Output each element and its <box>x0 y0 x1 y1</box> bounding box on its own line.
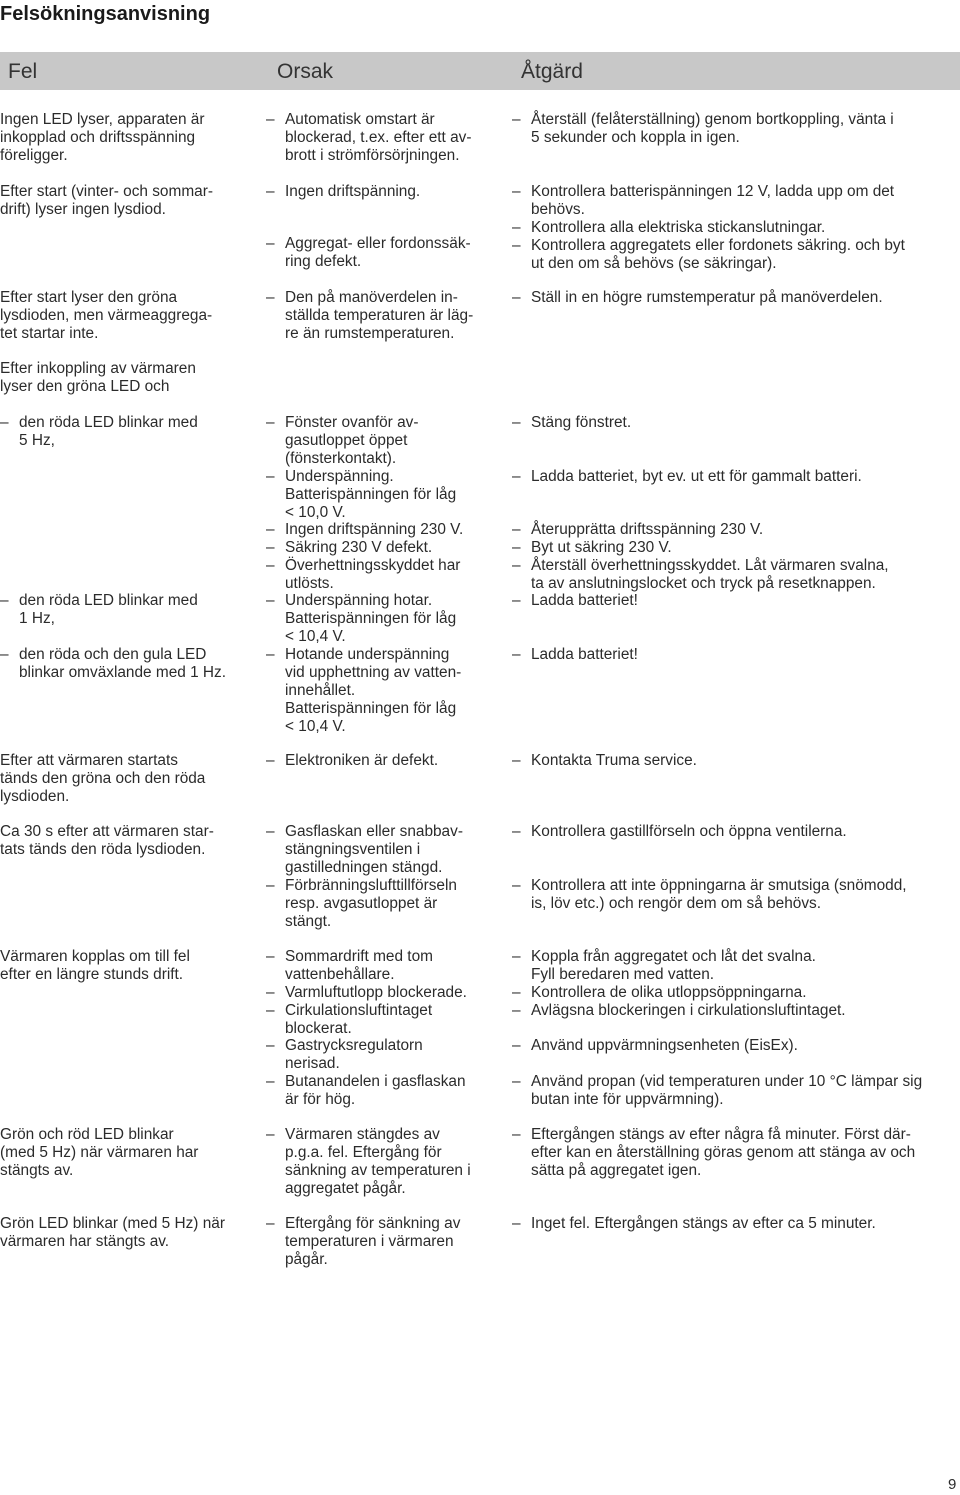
dash-bullet: – <box>512 557 521 574</box>
fault-line: Efter start lyser den gröna <box>0 289 178 306</box>
cause-item <box>266 823 498 877</box>
remedy-item-line: efter kan en återställning göras genom att stänga av och <box>531 1144 916 1161</box>
remedy-item-line: – Stäng fönstret. <box>512 414 632 431</box>
fault-line: Efter start (vinter- och sommar- <box>0 183 213 200</box>
cause-item-line: resp. avgasutloppet är <box>285 895 438 912</box>
remedy-item-line: – Ladda batteriet! <box>512 646 638 663</box>
remedy-item <box>512 752 958 770</box>
remedy-item <box>512 1002 958 1020</box>
fault-line: Ingen LED lyser, apparaten är <box>0 111 205 128</box>
remedy-item <box>512 183 958 219</box>
dash-bullet: – <box>266 1037 275 1054</box>
dash-bullet: – <box>512 219 521 236</box>
cause-item <box>266 539 498 557</box>
dash-bullet: – <box>512 592 521 609</box>
cause-item-line: – Sommardrift med tom <box>266 948 433 965</box>
dash-bullet: – <box>512 539 521 556</box>
cause-item-line: – Gastrycksregulatorn <box>266 1037 423 1054</box>
header-atgard: Åtgärd <box>521 60 583 83</box>
remedy-item-line: – Kontrollera batterispänningen 12 V, ladda upp om det <box>512 183 895 200</box>
cause-item-line: brott i strömförsörjningen. <box>285 147 460 164</box>
fault-subitem-line: 1 Hz, <box>19 610 55 627</box>
cause-item <box>266 289 498 343</box>
remedy-item <box>512 237 958 273</box>
fault-line: Efter inkoppling av värmaren <box>0 360 196 377</box>
table-header <box>0 52 960 90</box>
dash-bullet: – <box>512 752 521 769</box>
dash-bullet: – <box>0 414 9 431</box>
cause-item-line: < 10,4 V. <box>285 718 346 735</box>
fault-subitem-line: – den röda LED blinkar med <box>0 592 198 609</box>
remedy-item <box>512 539 958 557</box>
cause-item <box>266 1073 498 1109</box>
cause-item <box>266 1037 498 1073</box>
remedy-item-line: – Återställ överhettningsskyddet. Låt värmaren svalna, <box>512 557 889 574</box>
remedy-item-line: is, löv etc.) och rengör dem om så behövs. <box>531 895 821 912</box>
cause-item <box>266 521 498 539</box>
header-fel: Fel <box>8 60 38 83</box>
fault-line: Ca 30 s efter att värmaren star- <box>0 823 214 840</box>
remedy-item-line: butan inte för uppvärmning). <box>531 1091 724 1108</box>
cause-item-line: aggregatet pågår. <box>285 1180 406 1197</box>
fault-description <box>0 289 248 343</box>
cause-item-line: nerisad. <box>285 1055 340 1072</box>
cause-item-line: – Underspänning. <box>266 468 394 485</box>
cause-item <box>266 948 498 984</box>
cause-item-line: är för hög. <box>285 1091 356 1108</box>
dash-bullet: – <box>266 183 275 200</box>
fault-description <box>0 948 248 984</box>
fault-line: lysdioden, men värmeaggrega- <box>0 307 213 324</box>
remedy-item-line: – Återställ (felåterställning) genom bortkoppling, vänta i <box>512 111 894 128</box>
fault-line: Grön LED blinkar (med 5 Hz) när <box>0 1215 225 1232</box>
remedy-item <box>512 823 958 841</box>
cause-item <box>266 752 498 770</box>
fault-line: drift) lyser ingen lysdiod. <box>0 201 166 218</box>
remedy-item <box>512 984 958 1002</box>
dash-bullet: – <box>266 752 275 769</box>
dash-bullet: – <box>512 1126 521 1143</box>
cause-item-line: gasutloppet öppet <box>285 432 408 449</box>
cause-item-line: – Säkring 230 V defekt. <box>266 539 433 556</box>
dash-bullet: – <box>266 592 275 609</box>
cause-item <box>266 468 498 522</box>
fault-subitem-line: blinkar omväxlande med 1 Hz. <box>19 664 227 681</box>
fault-line: tänds den gröna och den röda <box>0 770 206 787</box>
dash-bullet: – <box>266 877 275 894</box>
cause-item-line: – Butanandelen i gasflaskan <box>266 1073 466 1090</box>
fault-line: Efter att värmaren startats <box>0 752 178 769</box>
cause-item-line: vid upphettning av vatten- <box>285 664 462 681</box>
remedy-item-line: – Avlägsna blockeringen i cirkulationsluftintaget. <box>512 1002 846 1019</box>
cause-item-line: temperaturen i värmaren <box>285 1233 454 1250</box>
fault-line: (med 5 Hz) när värmaren har <box>0 1144 199 1161</box>
cause-item <box>266 984 498 1002</box>
remedy-item-line: – Kontakta Truma service. <box>512 752 697 769</box>
remedy-item <box>512 948 958 984</box>
cause-item-line: – Värmaren stängdes av <box>266 1126 440 1143</box>
cause-item <box>266 592 498 646</box>
remedy-item <box>512 111 958 147</box>
dash-bullet: – <box>512 1215 521 1232</box>
dash-bullet: – <box>266 111 275 128</box>
remedy-item-line: Fyll beredaren med vatten. <box>531 966 715 983</box>
remedy-item-line: – Kontrollera aggregatets eller fordonets säkring. och byt <box>512 237 905 254</box>
cause-item-line: Batterispänningen för låg <box>285 610 457 627</box>
cause-item-line: sänkning av temperaturen i <box>285 1162 471 1179</box>
remedy-item-line: – Byt ut säkring 230 V. <box>512 539 672 556</box>
dash-bullet: – <box>266 948 275 965</box>
dash-bullet: – <box>266 557 275 574</box>
cause-item-line: stängt. <box>285 913 332 930</box>
dash-bullet: – <box>512 237 521 254</box>
remedy-item-line: ta av anslutningslocket och tryck på resetknappen. <box>531 575 876 592</box>
dash-bullet: – <box>266 984 275 1001</box>
remedy-item-line: – Återupprätta driftsspänning 230 V. <box>512 521 764 538</box>
cause-item-line: utlösts. <box>285 575 334 592</box>
fault-subitem <box>0 592 248 628</box>
dash-bullet: – <box>266 1073 275 1090</box>
fault-line: Grön och röd LED blinkar <box>0 1126 174 1143</box>
fault-line: Värmaren kopplas om till fel <box>0 948 190 965</box>
fault-line: tet startar inte. <box>0 325 99 342</box>
dash-bullet: – <box>512 1037 521 1054</box>
cause-item-line: – Överhettningsskyddet har <box>266 557 461 574</box>
remedy-item-line: – Eftergången stängs av efter några få minuter. Först där- <box>512 1126 911 1143</box>
remedy-item <box>512 1215 958 1233</box>
cause-item-line: – Aggregat- eller fordonssäk- <box>266 235 471 252</box>
dash-bullet: – <box>266 646 275 663</box>
dash-bullet: – <box>266 1126 275 1143</box>
fault-description <box>0 111 248 165</box>
remedy-item-line: – Inget fel. Eftergången stängs av efter ca 5 minuter. <box>512 1215 876 1232</box>
dash-bullet: – <box>0 646 9 663</box>
dash-bullet: – <box>512 1002 521 1019</box>
cause-item-line: < 10,4 V. <box>285 628 346 645</box>
dash-bullet: – <box>512 468 521 485</box>
cause-item <box>266 646 498 736</box>
fault-description <box>0 1126 248 1180</box>
remedy-item <box>512 557 958 593</box>
dash-bullet: – <box>266 414 275 431</box>
remedy-item-line: – Kontrollera de olika utloppsöppningarna. <box>512 984 807 1001</box>
fault-subitem <box>0 646 248 682</box>
fault-line: föreligger. <box>0 147 68 164</box>
cause-item <box>266 1002 498 1038</box>
cause-item <box>266 1126 498 1198</box>
dash-bullet: – <box>512 289 521 306</box>
cause-item-line: Batterispänningen för låg <box>285 700 457 717</box>
remedy-item <box>512 289 958 307</box>
remedy-item-line: ut den om så behövs (se säkringar). <box>531 255 777 272</box>
dash-bullet: – <box>512 1073 521 1090</box>
cause-item-line: ring defekt. <box>285 253 362 270</box>
fault-line: inkopplad och driftsspänning <box>0 129 196 146</box>
cause-item <box>266 111 498 165</box>
page-number: 9 <box>948 1476 957 1493</box>
remedy-item-line: behövs. <box>531 201 585 218</box>
remedy-item-line: – Koppla från aggregatet och låt det svalna. <box>512 948 816 965</box>
cause-item-line: – Ingen driftspänning 230 V. <box>266 521 464 538</box>
cause-item-line: pågår. <box>285 1251 328 1268</box>
dash-bullet: – <box>266 823 275 840</box>
dash-bullet: – <box>512 823 521 840</box>
remedy-item <box>512 414 958 432</box>
cause-item-line: – Ingen driftspänning. <box>266 183 421 200</box>
remedy-item-line: – Ladda batteriet, byt ev. ut ett för gammalt batteri. <box>512 468 862 485</box>
remedy-item <box>512 877 958 913</box>
remedy-item <box>512 646 958 664</box>
fault-line: stängts av. <box>0 1162 74 1179</box>
dash-bullet: – <box>0 592 9 609</box>
cause-item-line: – Eftergång för sänkning av <box>266 1215 461 1232</box>
dash-bullet: – <box>266 539 275 556</box>
cause-item-line: – Underspänning hotar. <box>266 592 433 609</box>
cause-item-line: – Den på manöverdelen in- <box>266 289 458 306</box>
remedy-item-line: sätta på aggregatet igen. <box>531 1162 702 1179</box>
cause-item-line: blockerat. <box>285 1020 352 1037</box>
cause-item-line: gastilledningen stängd. <box>285 859 443 876</box>
cause-item <box>266 414 498 468</box>
remedy-item-line: – Ladda batteriet! <box>512 592 638 609</box>
remedy-item <box>512 219 958 237</box>
fault-line: efter en längre stunds drift. <box>0 966 184 983</box>
cause-item <box>266 557 498 593</box>
dash-bullet: – <box>512 521 521 538</box>
cause-item-line: re än rumstemperaturen. <box>285 325 455 342</box>
fault-description <box>0 183 248 219</box>
fault-subitem <box>0 414 248 450</box>
remedy-item-line: – Använd propan (vid temperaturen under 10 °C lämpar sig <box>512 1073 923 1090</box>
remedy-item <box>512 1037 958 1055</box>
dash-bullet: – <box>512 414 521 431</box>
dash-bullet: – <box>512 183 521 200</box>
cause-item <box>266 1215 498 1269</box>
remedy-item <box>512 1073 958 1109</box>
dash-bullet: – <box>512 646 521 663</box>
cause-item <box>266 183 498 201</box>
cause-item-line: – Elektroniken är defekt. <box>266 752 439 769</box>
fault-description <box>0 823 248 859</box>
fault-description <box>0 360 248 396</box>
remedy-item-line: 5 sekunder och koppla in igen. <box>531 129 740 146</box>
remedy-item-line: – Ställ in en högre rumstemperatur på manöverdelen. <box>512 289 883 306</box>
cause-item-line: Batterispänningen för låg <box>285 486 457 503</box>
cause-item-line: < 10,0 V. <box>285 504 346 521</box>
dash-bullet: – <box>512 877 521 894</box>
fault-line: lyser den gröna LED och <box>0 378 170 395</box>
cause-item-line: – Automatisk omstart är <box>266 111 435 128</box>
remedy-item <box>512 468 958 486</box>
cause-item-line: ställda temperaturen är läg- <box>285 307 474 324</box>
cause-item-line: – Varmluftutlopp blockerade. <box>266 984 467 1001</box>
dash-bullet: – <box>266 289 275 306</box>
dash-bullet: – <box>512 111 521 128</box>
fault-description <box>0 752 248 806</box>
cause-item <box>266 877 498 931</box>
dash-bullet: – <box>512 948 521 965</box>
fault-description <box>0 1215 248 1251</box>
cause-item-line: p.g.a. fel. Eftergång för <box>285 1144 442 1161</box>
fault-line: lysdioden. <box>0 788 70 805</box>
cause-item-line: – Förbränningslufttillförseln <box>266 877 457 894</box>
remedy-item <box>512 1126 958 1180</box>
dash-bullet: – <box>266 1215 275 1232</box>
fault-subitem-line: 5 Hz, <box>19 432 55 449</box>
dash-bullet: – <box>266 468 275 485</box>
cause-item-line: innehållet. <box>285 682 356 699</box>
cause-item-line: (fönsterkontakt). <box>285 450 397 467</box>
fault-subitem-line: – den röda och den gula LED <box>0 646 207 663</box>
cause-item-line: blockerad, t.ex. efter ett av- <box>285 129 472 146</box>
dash-bullet: – <box>266 521 275 538</box>
remedy-item-line: – Använd uppvärmningsenheten (EisEx). <box>512 1037 798 1054</box>
cause-item-line: – Gasflaskan eller snabbav- <box>266 823 463 840</box>
fault-line: tats tänds den röda lysdioden. <box>0 841 206 858</box>
header-orsak: Orsak <box>277 60 334 83</box>
remedy-item-line: – Kontrollera gastillförseln och öppna ventilerna. <box>512 823 847 840</box>
fault-subitem-line: – den röda LED blinkar med <box>0 414 198 431</box>
fault-line: värmaren har stängts av. <box>0 1233 170 1250</box>
cause-item-line: – Cirkulationsluftintaget <box>266 1002 433 1019</box>
dash-bullet: – <box>266 1002 275 1019</box>
page-title: Felsökningsanvisning <box>0 3 211 25</box>
remedy-item-line: – Kontrollera att inte öppningarna är smutsiga (snömodd, <box>512 877 907 894</box>
dash-bullet: – <box>512 984 521 1001</box>
dash-bullet: – <box>266 235 275 252</box>
cause-item <box>266 235 498 271</box>
cause-item-line: stängningsventilen i <box>285 841 421 858</box>
remedy-item-line: – Kontrollera alla elektriska stickanslutningar. <box>512 219 826 236</box>
cause-item-line: vattenbehållare. <box>285 966 395 983</box>
cause-item-line: – Fönster ovanför av- <box>266 414 419 431</box>
cause-item-line: – Hotande underspänning <box>266 646 450 663</box>
remedy-item <box>512 521 958 539</box>
remedy-item <box>512 592 958 610</box>
